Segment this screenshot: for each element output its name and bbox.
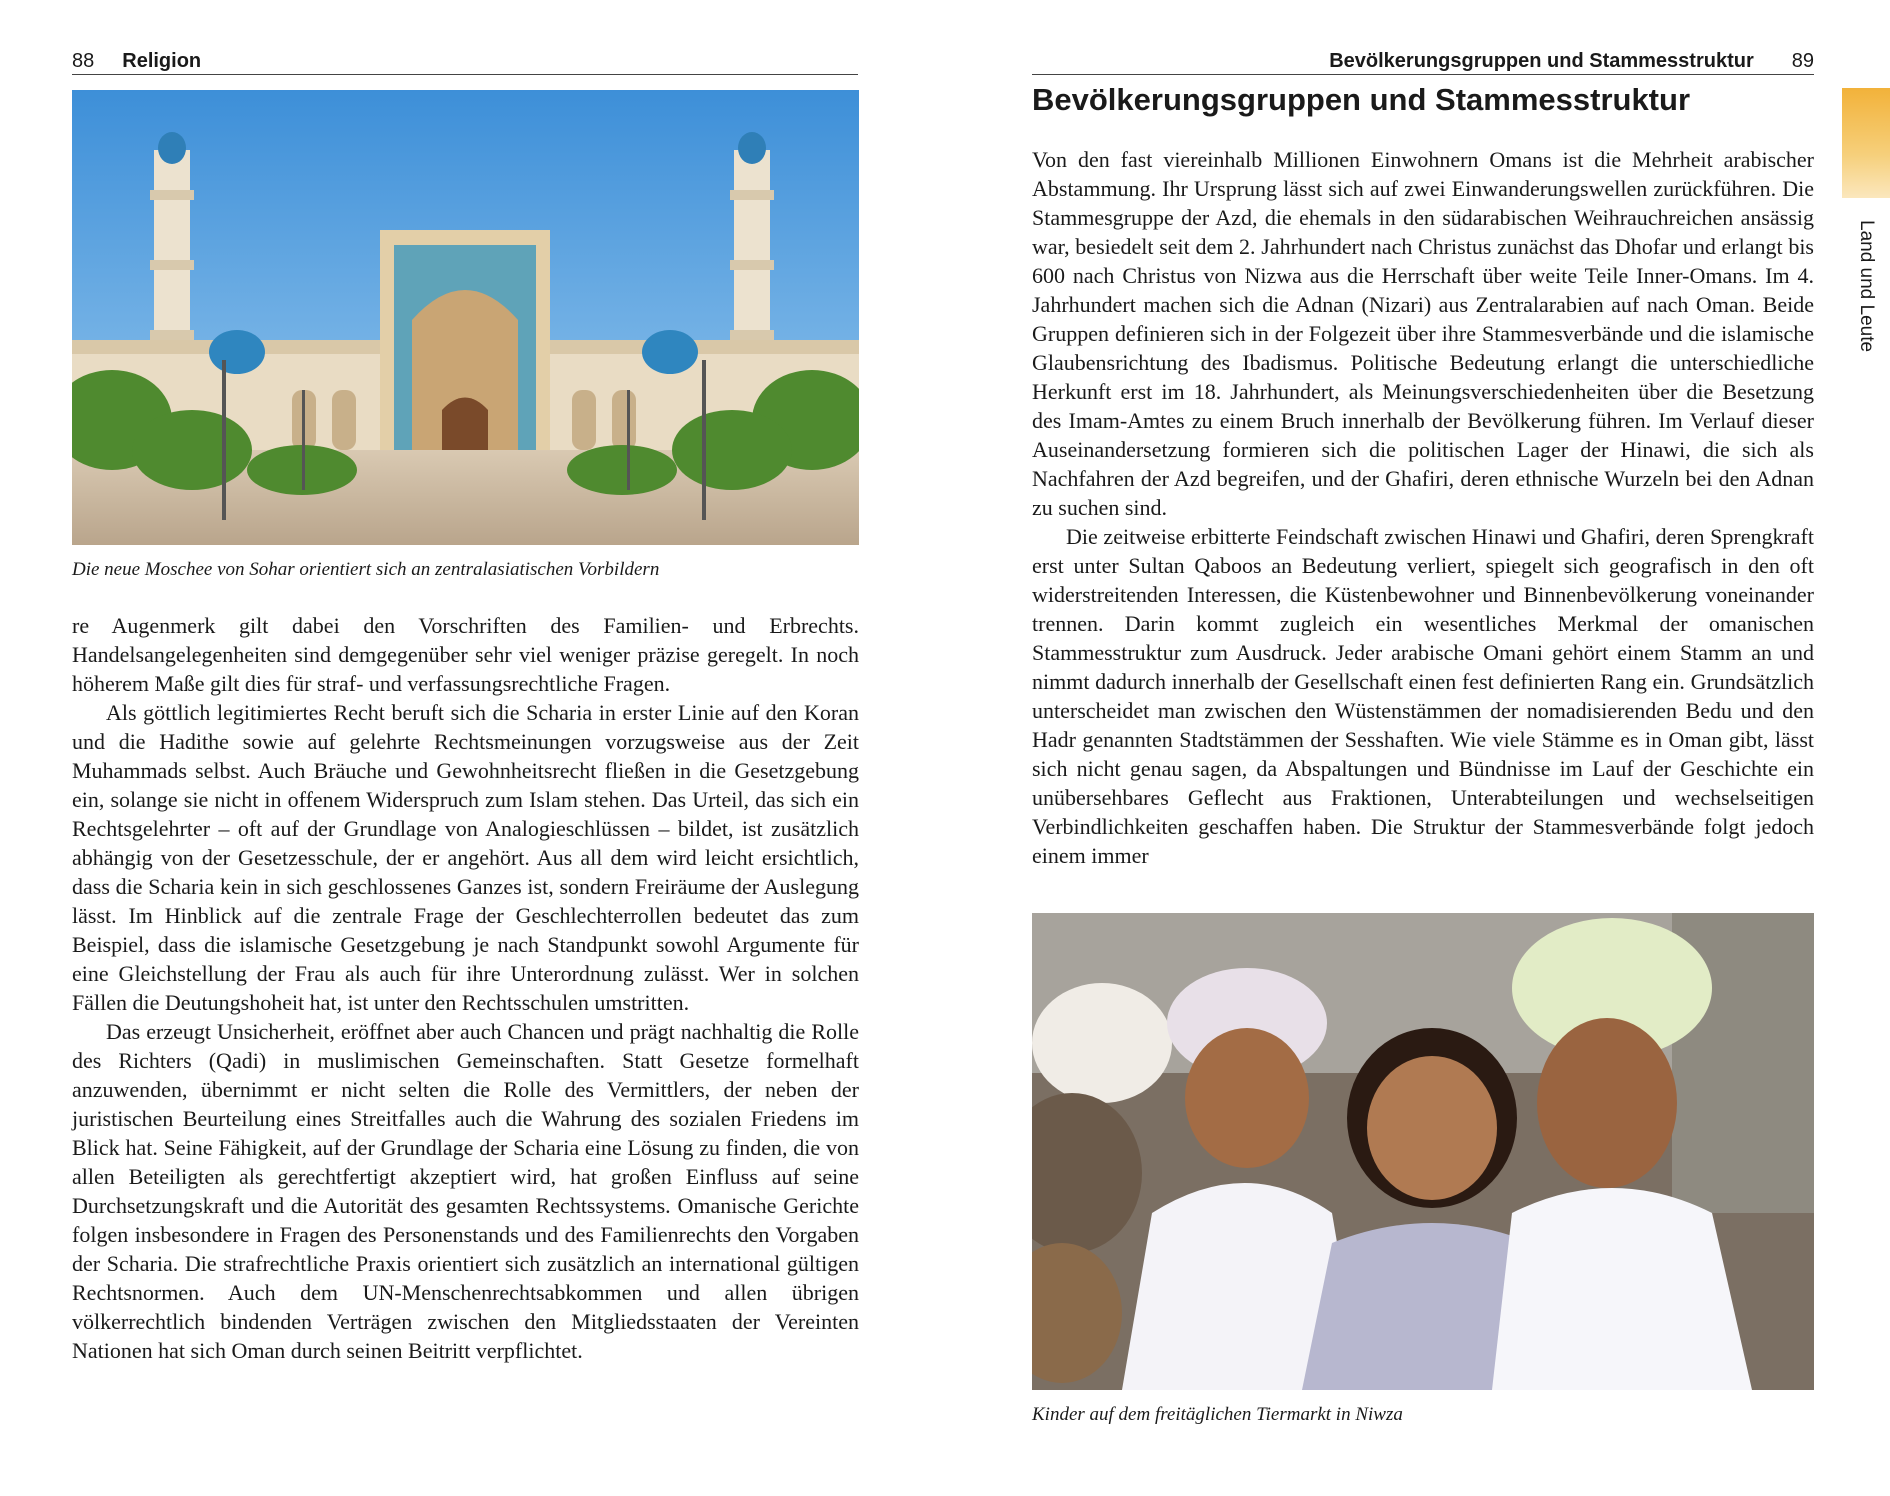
paragraph: re Augenmerk gilt dabei den Vorschriften des Familien- und Erbrechts. Handelsangelegenheiten sind demgegenüber sehr viel weniger präzise geregelt. In noch höherem Maße gilt dies für straf- und verfassungsrechtliche Fragen. xyxy=(72,613,859,696)
children-photo xyxy=(1032,913,1814,1390)
section-heading: Bevölkerungsgruppen und Stammesstruktur xyxy=(1032,82,1691,117)
paragraph: Als göttlich legitimiertes Recht beruft sich die Scharia in erster Linie auf den Koran und die Hadithe sowie auf gelehrte Rechtsmeinungen vorzugsweise aus der Zeit Muhammads selbst. Auch Bräuche und Gewohnheitsrecht fließen in die Gesetzgebung ein, solange sie nicht in offenem Widerspruch zum Islam stehen. Das Urteil, das sich ein Rechtsgelehrter – oft auf der Grundlage von Analogieschlüssen – bildet, ist zusätzlich abhängig von der Gesetzesschule, der er angehört. Aus all dem wird leicht ersichtlich, dass die Scharia kein in sich geschlossenes Ganzes ist, sondern Freiräume der Auslegung lässt. Im Hinblick auf die zentrale Frage der Geschlechterrollen bedeutet das zum Beispiel, dass die islamische Gesetzgebung je nach Standpunkt sowohl Argumente für eine Gleichstellung der Frau als auch für ihre Unterordnung zulässt. Wer in solchen Fällen die Deutungshoheit hat, ist unter den Rechtsschulen umstritten. xyxy=(72,700,859,1015)
mosque-photo-caption: Die neue Moschee von Sohar orientiert sich an zentralasiatischen Vorbildern xyxy=(72,559,660,580)
running-header xyxy=(72,48,858,75)
paragraph: Das erzeugt Unsicherheit, eröffnet aber auch Chancen und prägt nachhaltig die Rolle des Richters (Qadi) in muslimischen Gemeinschaften. Statt Gesetze formelhaft anzuwenden, übernimmt er nicht selten die Rolle des Vermittlers, der neben der juristischen Beurteilung eines Streitfalles auch die Wahrung des sozialen Friedens im Blick hat. Seine Fähigkeit, auf der Grundlage der Scharia eine Lösung zu finden, die von allen Beteiligten als gerechtfertigt akzeptiert wird, hat großen Einfluss auf seine Durchsetzungskraft und die Autorität des gesamten Rechtssystems. Omanische Gerichte folgen insbesondere in Fragen des Personenstands und des Familienrechts den Vorgaben der Scharia. Die strafrechtliche Praxis orientiert sich zusätzlich an international gültigen Rechtsnormen. Auch dem UN-Menschenrechtsabkommen und allen übrigen völkerrechtlich bindenden Verträgen zwischen den Mitgliedsstaaten der Vereinten Nationen hat sich Oman durch seinen Beitritt verpflichtet. xyxy=(72,1019,859,1363)
chapter-title: Bevölkerungsgruppen und Stammesstruktur xyxy=(1329,49,1754,72)
page-number: 89 xyxy=(1791,49,1814,72)
paragraph: Die zeitweise erbitterte Feindschaft zwischen Hinawi und Ghafiri, deren Sprengkraft erst unter Sultan Qaboos an Bedeutung verliert, spiegelt sich geografisch in den oft widerstreitenden Interessen, die Küstenbewohner und Binnenbevölkerung voneinander trennen. Darin kommt zugleich ein wesentliches Merkmal der omanischen Stammesstruktur zum Ausdruck. Jeder arabische Omani gehört einem Stamm an und nimmt dadurch innerhalb der Gesellschaft einen fest definierten Rang ein. Grundsätzlich unterscheidet man zwischen den Wüstenstämmen der nomadisierenden Bedu und den Hadr genannten Stadtstämmen der Sesshaften. Wie viele Stämme es in Oman gibt, lässt sich nicht genau sagen, da Abspaltungen und Bündnisse im Lauf der Geschichte ein unübersehbares Geflecht aus Fraktionen, Unterabteilungen und wechselseitigen Verbindlichkeiten geschaffen haben. Die Struktur der Stammesverbände folgt jedoch einem immer xyxy=(1032,524,1814,868)
running-header xyxy=(1032,48,1814,75)
chapter-thumb-tab xyxy=(1842,88,1890,198)
chapter-side-label: Land und Leute xyxy=(1856,220,1877,353)
paragraph: Von den fast viereinhalb Millionen Einwohnern Omans ist die Mehrheit arabischer Abstammung. Ihr Ursprung lässt sich auf zwei Einwanderungswellen zurückführen. Die Stammesgruppe der Azd, die ehemals in den südarabischen Weihrauchreichen ansässig war, besiedelt seit dem 2. Jahrhundert nach Christus zunächst das Dhofar und erlangt bis 600 nach Christus von Nizwa aus die Herrschaft über weite Teile Inner-Omans. Im 4. Jahrhundert machen sich die Adnan (Nizari) aus Zentralarabien auf nach Oman. Beide Gruppen definieren sich in der Folgezeit über ihre Stammesverbände und die islamische Glaubensrichtung des Ibadismus. Politische Bedeutung erlangt die unterschiedliche Herkunft erst im 18. Jahrhundert, als Meinungsverschiedenheiten über die Besetzung des Imam-Amtes zu einem Bruch innerhalb der Bevölkerung führen. Im Verlauf dieser Auseinandersetzung formieren sich die politischen Lager der Hinawi, die sich als Nachfahren der Azd begreifen, und der Ghafiri, deren ethnische Wurzeln bei den Adnan zu suchen sind. xyxy=(1032,147,1814,520)
right-body-text xyxy=(1032,145,1814,870)
right-page xyxy=(945,0,1890,1496)
mosque-photo xyxy=(72,90,859,545)
left-body-text xyxy=(72,611,859,1365)
children-photo-caption: Kinder auf dem freitäglichen Tiermarkt in Niwza xyxy=(1032,1404,1403,1425)
page-number: 88 xyxy=(72,49,95,72)
chapter-title: Religion xyxy=(122,49,202,72)
